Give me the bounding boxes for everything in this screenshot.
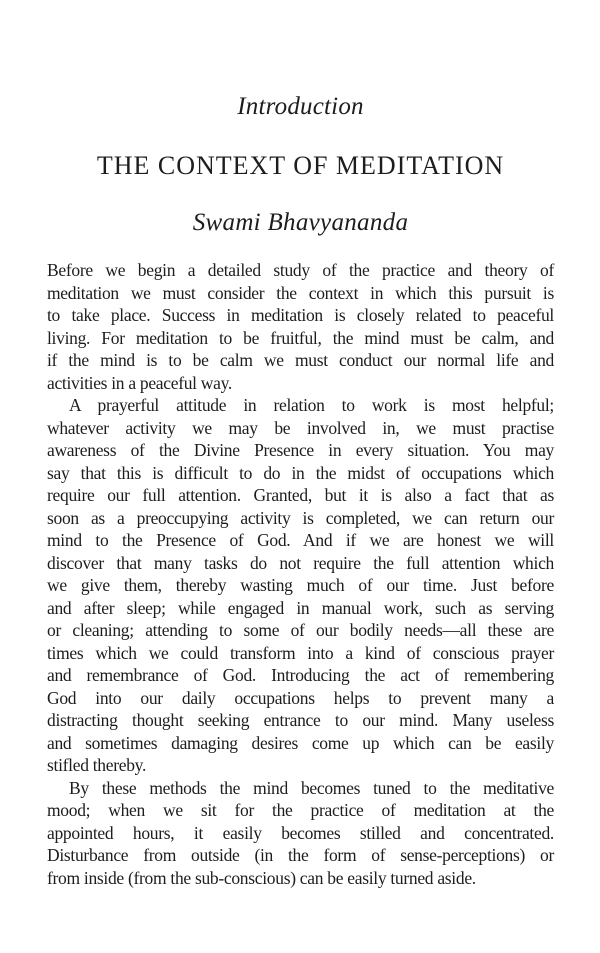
text-line: stifled thereby. bbox=[47, 755, 147, 775]
text-line: God into our daily occupations helps to prevent many a bbox=[47, 687, 554, 708]
text-line: By these methods the mind becomes tuned to the meditative bbox=[69, 777, 554, 798]
paragraph bbox=[47, 394, 554, 777]
section-label: Introduction bbox=[237, 93, 364, 120]
text-line: and sometimes damaging desires come up which can be easily bbox=[47, 732, 554, 753]
text-line: we give them, thereby wasting much of our time. Just before bbox=[47, 575, 554, 595]
text-line: discover that many tasks do not require the full attention which bbox=[47, 552, 554, 573]
paragraph bbox=[47, 777, 554, 890]
text-line: whatever activity we may be involved in, we must practise bbox=[47, 417, 554, 438]
text-line: awareness of the Divine Presence in every situation. You may bbox=[47, 440, 554, 460]
text-line: meditation we must consider the context in which this pursuit is bbox=[47, 282, 554, 303]
page-title: THE CONTEXT OF MEDITATION bbox=[96, 151, 505, 180]
text-line: or cleaning; attending to some of our bodily needs—all these are bbox=[47, 620, 554, 640]
text-line: if the mind is to be calm we must conduct our normal life and bbox=[47, 350, 554, 370]
paragraph bbox=[47, 259, 554, 394]
text-line: times which we could transform into a kind of conscious prayer bbox=[47, 642, 554, 663]
text-line: A prayerful attitude in relation to work is most helpful; bbox=[69, 395, 554, 415]
text-line: mood; when we sit for the practice of meditation at the bbox=[47, 800, 554, 820]
text-line: say that this is difficult to do in the midst of occupations which bbox=[47, 462, 554, 483]
text-line: from inside (from the sub-conscious) can be easily turned aside. bbox=[47, 867, 476, 888]
text-line: and remembrance of God. Introducing the act of remembering bbox=[47, 665, 554, 685]
text-line: to take place. Success in meditation is closely related to peaceful bbox=[47, 305, 554, 325]
text-line: and after sleep; while engaged in manual work, such as serving bbox=[47, 597, 554, 618]
text-line: appointed hours, it easily becomes stilled and concentrated. bbox=[47, 822, 554, 843]
text-line: Disturbance from outside (in the form of sense-perceptions) or bbox=[47, 845, 554, 865]
text-line: distracting thought seeking entrance to our mind. Many useless bbox=[47, 710, 554, 730]
text-line: activities in a peaceful way. bbox=[47, 372, 233, 393]
text-line: mind to the Presence of God. And if we are honest we will bbox=[47, 530, 554, 550]
text-line: require our full attention. Granted, but it is also a fact that as bbox=[47, 485, 554, 505]
body-text bbox=[47, 259, 554, 889]
author-name: Swami Bhavyananda bbox=[192, 209, 409, 236]
text-line: soon as a preoccupying activity is completed, we can return our bbox=[47, 507, 554, 528]
text-line: living. For meditation to be fruitful, the mind must be calm, and bbox=[47, 327, 554, 348]
text-line: Before we begin a detailed study of the practice and theory of bbox=[47, 260, 554, 280]
